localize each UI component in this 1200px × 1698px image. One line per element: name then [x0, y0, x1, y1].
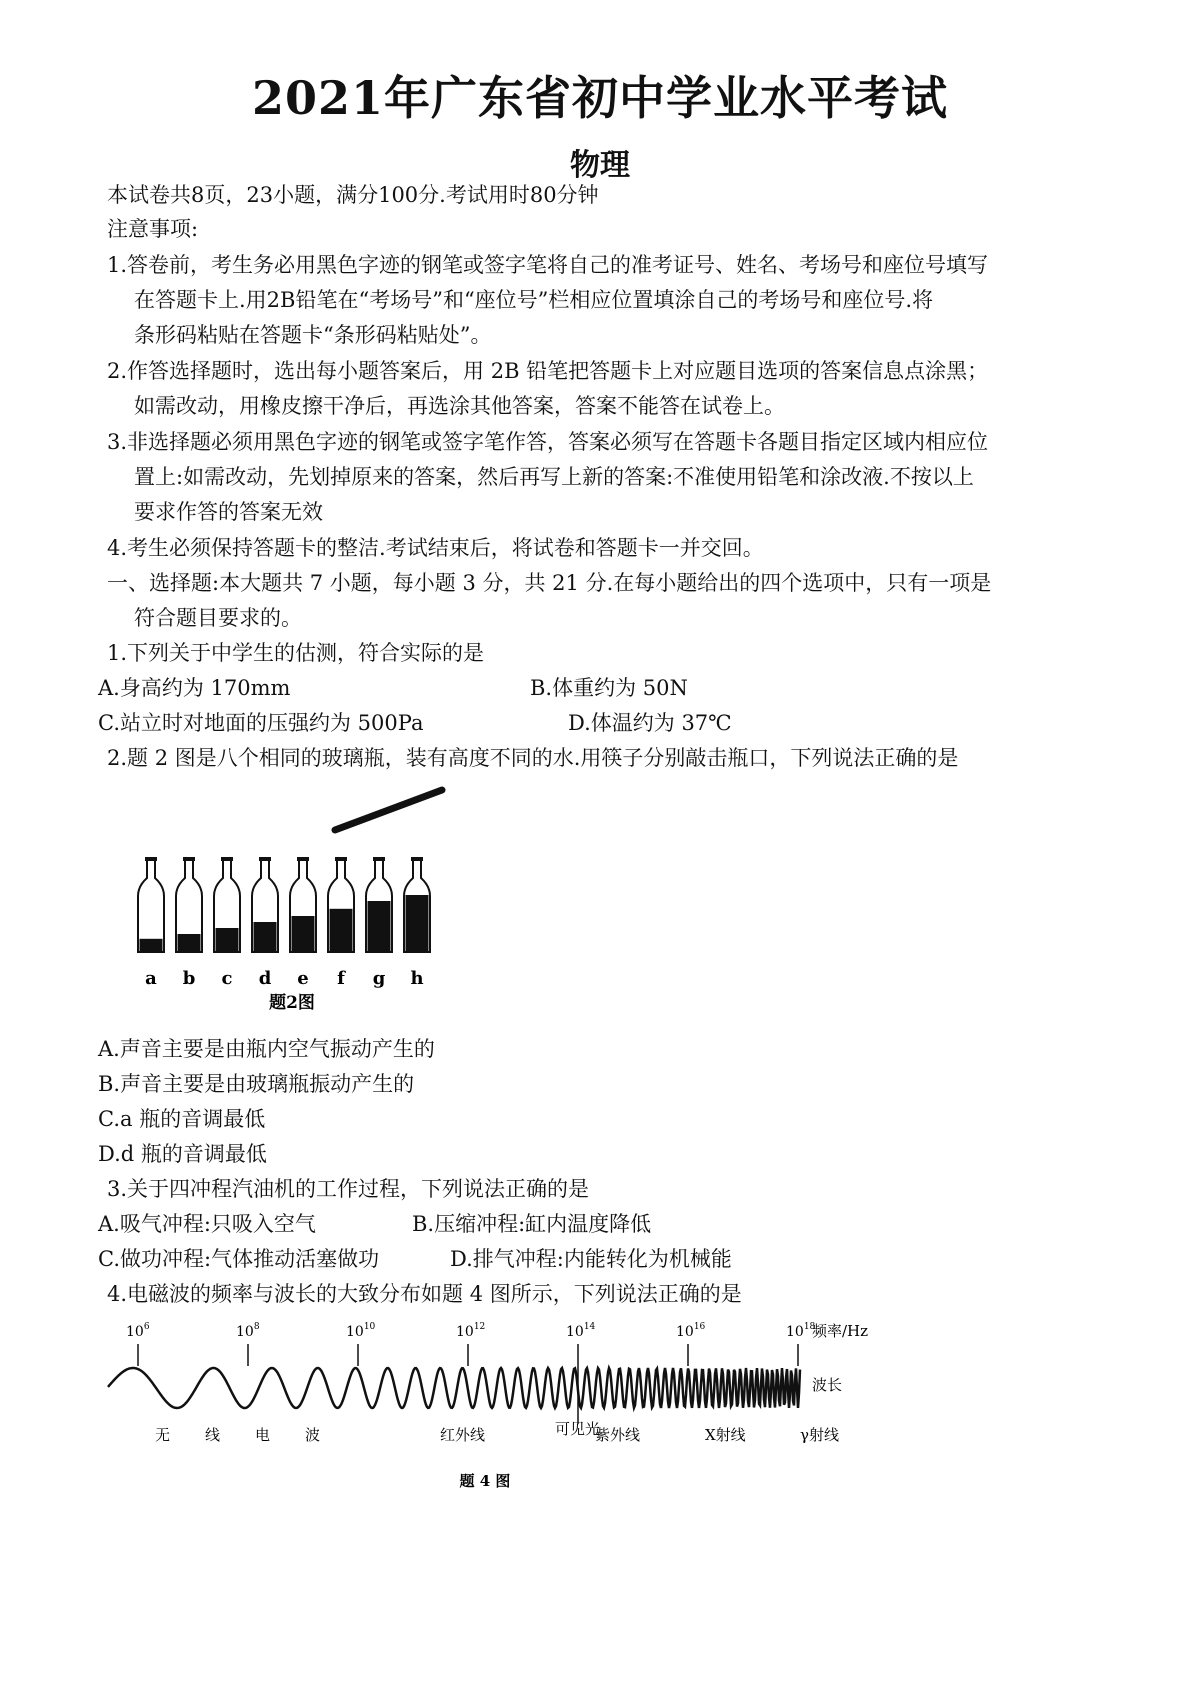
notice-1-line-2: 在答题卡上.用2B铅笔在“考场号”和“座位号”栏相应位置填涂自己的考场号和座位号.将	[134, 288, 934, 312]
bottle-g	[366, 857, 392, 989]
bottle-h	[404, 857, 430, 989]
frequency-tick-10e12	[456, 1322, 485, 1366]
frequency-axis	[126, 1322, 816, 1424]
bottle-label-d: d	[258, 968, 272, 989]
bottle-mouth-g	[373, 857, 385, 861]
frequency-tick-label: $10^{18}$	[786, 1322, 816, 1340]
notice-2-line-2: 如需改动，用橡皮擦干净后，再选涂其他答案，答案不能答在试卷上。	[134, 394, 785, 418]
q1-option-d: D.体温约为 37℃	[568, 711, 732, 735]
q4-figure-caption: 题 4 图	[459, 1472, 511, 1490]
section-1-header-line-2: 符合题目要求的。	[134, 606, 302, 630]
bottle-b	[176, 857, 202, 989]
frequency-tick-10e10	[346, 1322, 376, 1366]
q2-figure-caption: 题2图	[269, 993, 315, 1013]
band-visible: 可见光	[555, 1420, 601, 1438]
frequency-tick-label: $10^{10}$	[346, 1322, 376, 1340]
frequency-tick-label: $10^{14}$	[566, 1322, 596, 1340]
chopstick	[335, 790, 442, 830]
water-d	[254, 922, 277, 952]
frequency-tick-label: $10^{16}$	[676, 1322, 706, 1340]
q2-option-b: B.声音主要是由玻璃瓶振动产生的	[98, 1072, 415, 1096]
notice-1-line-1: 1.答卷前，考生务必用黑色字迹的钢笔或签字笔将自己的准考证号、姓名、考场号和座位号填写	[107, 253, 989, 277]
q3-stem: 3.关于四冲程汽油机的工作过程，下列说法正确的是	[107, 1177, 590, 1201]
bottle-mouth-f	[335, 857, 347, 861]
bottle-label-b: b	[182, 968, 196, 989]
q3-option-b: B.压缩冲程:缸内温度降低	[412, 1212, 652, 1236]
q3-option-a: A.吸气冲程:只吸入空气	[98, 1212, 316, 1236]
bottle-mouth-c	[221, 857, 233, 861]
frequency-tick-10e6	[126, 1322, 150, 1366]
bottle-a	[138, 857, 164, 989]
wavelength-curve	[108, 1368, 800, 1408]
frequency-tick-10e8	[236, 1322, 260, 1366]
notice-3-line-2: 置上:如需改动，先划掉原来的答案，然后再写上新的答案:不准使用铅笔和涂改液.不按以上	[134, 465, 974, 489]
bottle-f	[328, 857, 354, 989]
bottle-mouth-h	[411, 857, 423, 861]
water-c	[216, 928, 239, 952]
frequency-tick-label: $10^8$	[236, 1322, 260, 1340]
water-b	[178, 934, 201, 952]
bottle-mouth-e	[297, 857, 309, 861]
subject-title: 物理	[570, 148, 630, 183]
q2-stem: 2.题 2 图是八个相同的玻璃瓶，装有高度不同的水.用筷子分别敲击瓶口，下列说法正确的是	[107, 746, 959, 770]
frequency-tick-label: $10^{12}$	[456, 1322, 486, 1340]
exam-title: 2021年广东省初中学业水平考试	[251, 71, 949, 125]
exam-intro: 本试卷共8页，23小题，满分100分.考试用时80分钟	[107, 183, 599, 207]
water-h	[406, 895, 429, 952]
q1-option-c: C.站立时对地面的压强约为 500Pa	[98, 711, 424, 735]
band-xray: X射线	[705, 1426, 746, 1444]
band-ultraviolet: 紫外线	[595, 1426, 641, 1444]
notice-title: 注意事项:	[107, 217, 199, 241]
bottle-mouth-b	[183, 857, 195, 861]
bottle-label-f: f	[337, 968, 345, 989]
bottle-label-c: c	[221, 968, 233, 989]
notice-2-line-1: 2.作答选择题时，选出每小题答案后，用 2B 铅笔把答题卡上对应题目选项的答案信息点涂黑；	[107, 359, 989, 383]
bottle-label-h: h	[410, 968, 424, 989]
section-1-header-line-1: 一、选择题:本大题共 7 小题，每小题 3 分，共 21 分.在每小题给出的四个选项中，只有一项是	[107, 571, 992, 595]
q2-bottles-figure	[120, 780, 480, 1020]
notice-4: 4.考生必须保持答题卡的整洁.考试结束后，将试卷和答题卡一并交回。	[107, 536, 764, 560]
q1-option-b: B.体重约为 50N	[530, 676, 688, 700]
q2-option-c: C.a 瓶的音调最低	[98, 1107, 266, 1131]
frequency-label: 频率/Hz	[812, 1322, 869, 1340]
notice-1-line-3: 条形码粘贴在答题卡“条形码粘贴处”。	[134, 323, 492, 347]
wavelength-label: 波长	[812, 1376, 843, 1394]
bottle-e	[290, 857, 316, 989]
frequency-tick-10e14	[566, 1322, 596, 1366]
q4-spectrum-figure	[100, 1314, 890, 1494]
bottle-label-g: g	[372, 968, 386, 989]
q1-option-a: A.身高约为 170mm	[98, 676, 291, 700]
band-radio-2: 线	[205, 1426, 221, 1444]
notice-3-line-3: 要求作答的答案无效	[134, 500, 323, 524]
bottle-mouth-d	[259, 857, 271, 861]
q4-stem: 4.电磁波的频率与波长的大致分布如题 4 图所示，下列说法正确的是	[107, 1282, 742, 1306]
bottle-c	[214, 857, 240, 989]
q1-stem: 1.下列关于中学生的估测，符合实际的是	[107, 641, 485, 665]
water-f	[330, 909, 353, 952]
bottle-d	[252, 857, 278, 989]
bottle-label-e: e	[297, 968, 309, 989]
frequency-tick-10e16	[676, 1322, 706, 1366]
band-gamma: γ射线	[800, 1426, 839, 1444]
frequency-tick-label: $10^6$	[126, 1322, 150, 1340]
notice-3-line-1: 3.非选择题必须用黑色字迹的钢笔或签字笔作答，答案必须写在答题卡各题目指定区域内相应位	[107, 430, 989, 454]
band-infrared: 红外线	[440, 1426, 486, 1444]
band-radio-1: 无	[155, 1426, 171, 1444]
bottle-label-a: a	[145, 968, 157, 989]
water-g	[368, 901, 391, 952]
bottle-outline-a	[138, 860, 164, 952]
band-radio-4: 波	[305, 1426, 321, 1444]
bottle-mouth-a	[145, 857, 157, 861]
band-radio-3: 电	[255, 1426, 271, 1444]
q3-option-c: C.做功冲程:气体推动活塞做功	[98, 1247, 380, 1271]
q2-option-d: D.d 瓶的音调最低	[98, 1142, 267, 1166]
water-e	[292, 916, 315, 952]
bottle-row	[138, 857, 430, 989]
water-a	[140, 939, 163, 952]
q3-option-d: D.排气冲程:内能转化为机械能	[450, 1247, 732, 1271]
q2-option-a: A.声音主要是由瓶内空气振动产生的	[98, 1037, 435, 1061]
